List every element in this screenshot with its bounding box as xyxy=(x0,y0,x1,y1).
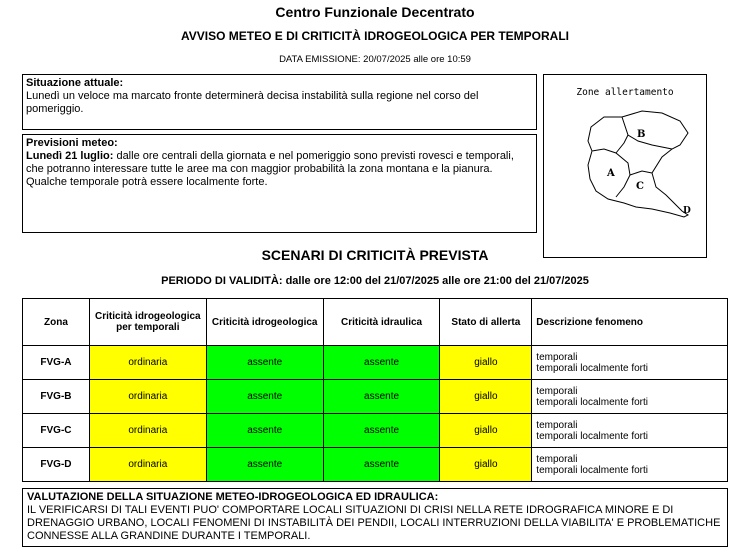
previsioni-heading: Previsioni meteo: xyxy=(26,137,118,149)
previsioni-day: Lunedì 21 luglio: xyxy=(26,150,114,162)
crit-idraulica-cell: assente xyxy=(323,414,440,448)
crit-temporali-cell: ordinaria xyxy=(89,448,206,482)
region-map-icon xyxy=(544,75,706,257)
crit-idrogeologica-cell: assente xyxy=(206,448,323,482)
situazione-text: Lunedì un veloce ma marcato fronte determinerà decisa instabilità sulla regione nel corso del pomeriggio. xyxy=(26,90,479,115)
org-title: Centro Funzionale Decentrato xyxy=(275,4,475,20)
situazione-box xyxy=(22,74,537,130)
stato-allerta-cell: giallo xyxy=(440,414,532,448)
zona-cell: FVG-C xyxy=(23,414,90,448)
crit-temporali-cell: ordinaria xyxy=(89,346,206,380)
previsioni-body xyxy=(26,150,533,189)
scenari-title: SCENARI DI CRITICITÀ PREVISTA xyxy=(261,247,489,263)
previsioni-text: dalle ore centrali della giornata e nel pomeriggio sono previsti rovesci e temporali, che potranno interessare tutte le aree ma con maggior probabilità la zona montana e la pianura. Qualche temporale potrà essere localmente forte. xyxy=(26,150,514,188)
previsioni-box xyxy=(22,134,537,233)
descrizione-line: temporali xyxy=(536,419,578,431)
situazione-heading: Situazione attuale: xyxy=(26,77,124,89)
table-row xyxy=(23,448,728,482)
table-header-row xyxy=(23,299,728,346)
zona-cell: FVG-D xyxy=(23,448,90,482)
descrizione-line: temporali localmente forti xyxy=(536,464,649,476)
descrizione-line: temporali localmente forti xyxy=(536,362,649,374)
descrizione-cell xyxy=(532,414,728,448)
crit-temporali-cell: ordinaria xyxy=(89,414,206,448)
descrizione-line: temporali localmente forti xyxy=(536,430,649,442)
document-title: AVVISO METEO E DI CRITICITÀ IDROGEOLOGICA PER TEMPORALI xyxy=(180,29,570,43)
crit-idraulica-cell: assente xyxy=(323,380,440,414)
crit-idraulica-cell: assente xyxy=(323,448,440,482)
crit-idrogeologica-cell: assente xyxy=(206,414,323,448)
zone-a-label: A xyxy=(607,168,615,179)
table-row xyxy=(23,346,728,380)
col-crit-idrogeologica: Criticità idrogeologica xyxy=(206,299,323,346)
col-crit-temporali: Criticità idrogeologica per temporali xyxy=(89,299,206,346)
valutazione-box xyxy=(22,488,728,547)
zone-d-label: D xyxy=(683,206,691,216)
validity-period: PERIODO DI VALIDITÀ: dalle ore 12:00 del 21/07/2025 alle ore 21:00 del 21/07/2025 xyxy=(161,275,589,287)
col-stato-allerta: Stato di allerta xyxy=(440,299,532,346)
descrizione-cell xyxy=(532,448,728,482)
emission-date: DATA EMISSIONE: 20/07/2025 alle ore 10:59 xyxy=(279,54,471,65)
col-zona: Zona xyxy=(23,299,90,346)
col-crit-idraulica: Criticità idraulica xyxy=(323,299,440,346)
crit-idrogeologica-cell: assente xyxy=(206,346,323,380)
descrizione-cell xyxy=(532,380,728,414)
valutazione-heading: VALUTAZIONE DELLA SITUAZIONE METEO-IDROGEOLOGICA ED IDRAULICA: xyxy=(27,491,439,503)
crit-idrogeologica-cell: assente xyxy=(206,380,323,414)
table-row xyxy=(23,380,728,414)
zona-cell: FVG-B xyxy=(23,380,90,414)
zone-b-label: B xyxy=(637,129,646,140)
descrizione-line: temporali xyxy=(536,351,578,363)
criticality-table xyxy=(22,298,728,482)
descrizione-line: temporali xyxy=(536,385,578,397)
zone-c-label: C xyxy=(636,181,644,192)
stato-allerta-cell: giallo xyxy=(440,346,532,380)
zona-cell: FVG-A xyxy=(23,346,90,380)
stato-allerta-cell: giallo xyxy=(440,448,532,482)
descrizione-cell xyxy=(532,346,728,380)
descrizione-line: temporali xyxy=(536,453,578,465)
stato-allerta-cell: giallo xyxy=(440,380,532,414)
crit-idraulica-cell: assente xyxy=(323,346,440,380)
valutazione-text: IL VERIFICARSI DI TALI EVENTI PUO' COMPORTARE LOCALI SITUAZIONI DI CRISI NELLA RETE IDROGRAFICA MINORE E DI DRENAGGIO URBANO, LOCALI FENOMENI DI INSTABILITÀ DEI PENDII, LOCALI INTERRUZIONI DELLA VIABILITA' E PROBLEMATICHE CONNESSE ALLA GRANDINE DURANTE I TEMPORALI. xyxy=(27,504,721,542)
table-row xyxy=(23,414,728,448)
crit-temporali-cell: ordinaria xyxy=(89,380,206,414)
descrizione-line: temporali localmente forti xyxy=(536,396,649,408)
col-descrizione: Descrizione fenomeno xyxy=(532,299,728,346)
map-title: Zone allertamento xyxy=(576,87,674,98)
zone-map xyxy=(543,74,707,258)
